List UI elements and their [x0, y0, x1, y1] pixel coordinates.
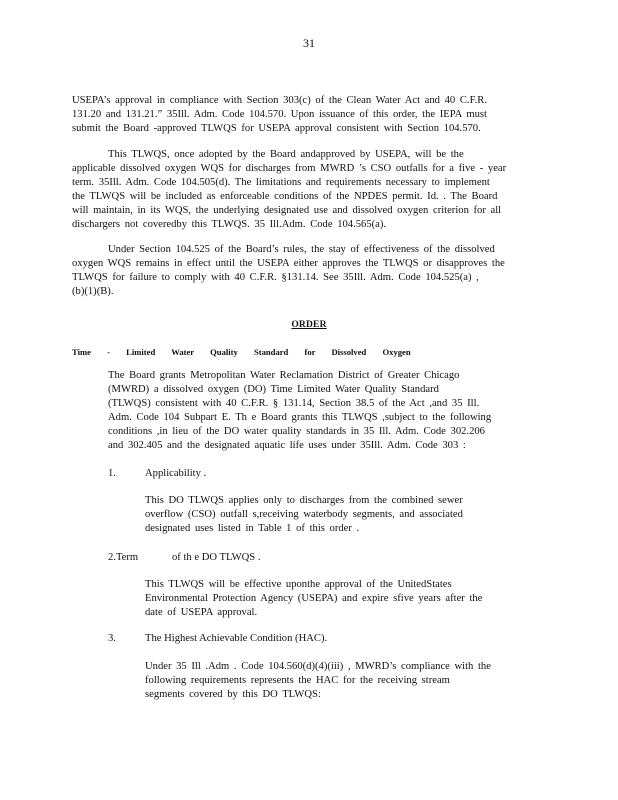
text-line: applicable dissolved oxygen WQS for discharges from MWRD ’s CSO outfalls for a five - year [72, 163, 507, 174]
order-subheading: Time - Limited Water Quality Standard for Dissolved Oxygen [72, 347, 411, 357]
text-line: overflow (CSO) outfall s,receiving waterbody segments, and associated [145, 509, 463, 520]
order-heading: ORDER [291, 320, 327, 330]
text-line: This TLWQS, once adopted by the Board andapproved by USEPA, will be the [108, 149, 464, 160]
text-line: date of USEPA approval. [145, 607, 258, 618]
text-line: and 302.405 and the designated aquatic life uses under 35Ill. Adm. Code 303 : [108, 440, 466, 451]
text-line: oxygen WQS remains in effect until the USEPA either approves the TLWQS or disapproves the [72, 258, 505, 269]
text-line: (TLWQS) consistent with 40 C.F.R. § 131.14, Section 38.5 of the Act ,and 35 Ill. [108, 398, 480, 409]
item-body [145, 494, 485, 536]
text-line: TLWQS for failure to comply with 40 C.F.R. §131.14. See 35Ill. Adm. Code 104.525(a) , [72, 272, 479, 283]
text-line: designated uses listed in Table 1 of this order . [145, 523, 360, 534]
text-line: USEPA’s approval in compliance with Section 303(c) of the Clean Water Act and 40 C.F.R. [72, 95, 487, 106]
text-line: following requirements represents the HAC for the receiving stream [145, 675, 450, 686]
item-title: The Highest Achievable Condition (HAC). [145, 633, 328, 644]
text-line: This DO TLWQS applies only to discharges from the combined sewer [145, 495, 463, 506]
text-line: conditions ,in lieu of the DO water quality standards in 35 Ill. Adm. Code 302.206 [108, 426, 485, 437]
text-line: submit the Board -approved TLWQS for USEPA approval consistent with Section 104.570. [72, 123, 481, 134]
item-title: Applicability . [145, 468, 207, 479]
text-line: Environmental Protection Agency (USEPA) and expire sfive years after the [145, 593, 483, 604]
text-line: (b)(1)(B). [72, 286, 114, 297]
text-line: 131.20 and 131.21.” 35Ill. Adm. Code 104.570. Upon issuance of this order, the IEPA must [72, 109, 488, 120]
paragraph-tlwqs-adoption [72, 148, 540, 232]
text-line: The Board grants Metropolitan Water Reclamation District of Greater Chicago [108, 370, 460, 381]
text-line: will maintain, in its WQS, the underlying designated use and dissolved oxygen criterion for all [72, 205, 502, 216]
paragraph-usepa-approval [72, 94, 540, 136]
text-line: (MWRD) a dissolved oxygen (DO) Time Limited Water Quality Standard [108, 384, 439, 395]
text-line: dischargers not coveredby this TLWQS. 35 Ill.Adm. Code 104.565(a). [72, 219, 387, 230]
text-line: This TLWQS will be effective uponthe approval of the UnitedStates [145, 579, 452, 590]
item-body [145, 660, 531, 702]
item-title: of th e DO TLWQS . [172, 552, 261, 563]
order-intro-paragraph [108, 369, 526, 453]
page-number: 31 [303, 36, 315, 50]
item-number: 2.Term [108, 552, 139, 563]
paragraph-stay-of-effectiveness [72, 243, 540, 299]
text-line: segments covered by this DO TLWQS: [145, 689, 321, 700]
text-line: Under Section 104.525 of the Board’s rules, the stay of effectiveness of the dissolved [108, 244, 495, 255]
text-line: Adm. Code 104 Subpart E. Th e Board grants this TLWQS ,subject to the following [108, 412, 492, 423]
item-number: 1. [108, 468, 116, 479]
text-line: the TLWQS will be included as enforceable conditions of the NPDES permit. Id. . The Board [72, 191, 498, 202]
item-body [145, 578, 531, 620]
item-number: 3. [108, 633, 116, 644]
text-line: Under 35 Ill .Adm . Code 104.560(d)(4)(iii) , MWRD’s compliance with the [145, 661, 491, 672]
text-line: term. 35Ill. Adm. Code 104.505(d). The limitations and requirements necessary to implement [72, 177, 490, 188]
